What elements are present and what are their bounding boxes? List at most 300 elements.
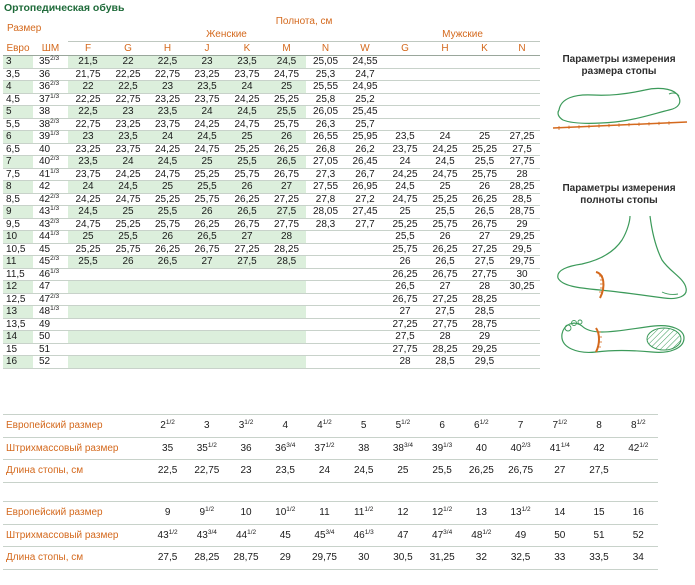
- table-cell: $40^{2/3}$: [501, 437, 540, 460]
- table-cell: 25,5: [148, 206, 187, 219]
- table-cell: 28: [465, 281, 504, 294]
- table-cell: 49: [33, 318, 68, 331]
- table-cell: 28,5: [425, 356, 465, 369]
- table-row: [3, 68, 540, 81]
- table-cell: 25,2: [345, 93, 385, 106]
- size-conversion-table-1: [3, 414, 658, 483]
- table-cell: [465, 56, 504, 69]
- table-cell: [385, 93, 425, 106]
- table-cell: 26: [385, 256, 425, 269]
- table-cell: 26,25: [465, 193, 504, 206]
- row-label: Длина стопы, см: [3, 460, 148, 483]
- table-cell: 26,25: [227, 193, 267, 206]
- table-cell: $38^{2/3}$: [33, 118, 68, 131]
- table-cell: 26,95: [345, 181, 385, 194]
- table-cell: 27,75: [267, 218, 306, 231]
- table-cell: 27: [187, 256, 227, 269]
- table-cell: 25: [383, 460, 422, 483]
- col-women-f-header: F: [68, 42, 108, 56]
- foot-width-icon: [552, 212, 692, 304]
- table-cell: 11: [305, 502, 344, 525]
- table-cell: 23,25: [148, 93, 187, 106]
- table-cell: [345, 306, 385, 319]
- table-cell: 27,75: [465, 268, 504, 281]
- width-header: Полнота, см: [275, 16, 333, 28]
- table-cell: 23,5: [108, 131, 148, 144]
- row-label: Европейский размер: [3, 415, 148, 438]
- table-cell: 24,25: [108, 168, 148, 181]
- table-cell: 7: [3, 156, 33, 169]
- table-cell: 10,5: [3, 243, 33, 256]
- table-cell: 29,25: [504, 231, 540, 244]
- table-cell: 26,5: [425, 256, 465, 269]
- table-cell: 30: [504, 268, 540, 281]
- table-cell: 25,8: [306, 93, 345, 106]
- table-cell: 5,5: [3, 118, 33, 131]
- table-cell: 28,25: [465, 293, 504, 306]
- table-cell: 25,95: [345, 131, 385, 144]
- table-cell: [267, 293, 306, 306]
- table-cell: 23,5: [148, 106, 187, 119]
- table-cell: 28,5: [465, 306, 504, 319]
- table-cell: 24,75: [425, 168, 465, 181]
- table-cell: 6: [3, 131, 33, 144]
- col-women-k-header: K: [227, 42, 267, 56]
- table-cell: $45^{3/4}$: [305, 524, 344, 547]
- table-row: [3, 118, 540, 131]
- table-cell: 22,75: [148, 68, 187, 81]
- table-cell: 23: [108, 106, 148, 119]
- table-cell: 10: [3, 231, 33, 244]
- table-cell: $44^{1/3}$: [33, 231, 68, 244]
- table-cell: 28,05: [306, 206, 345, 219]
- table-cell: 21,75: [68, 68, 108, 81]
- table-cell: [148, 281, 187, 294]
- table-cell: $39^{1/3}$: [33, 131, 68, 144]
- table-cell: [68, 268, 108, 281]
- row-label: Штрихмассовый размер: [3, 524, 148, 547]
- table-cell: 23,5: [68, 156, 108, 169]
- table-cell: 27,5: [227, 256, 267, 269]
- table-cell: $48^{1/3}$: [33, 306, 68, 319]
- table-cell: $43^{1/2}$: [148, 524, 187, 547]
- table-cell: [465, 68, 504, 81]
- table-cell: 27,75: [425, 318, 465, 331]
- table-cell: 25,25: [385, 218, 425, 231]
- table-cell: 25,25: [187, 168, 227, 181]
- table-row: [3, 181, 540, 194]
- table-cell: [306, 231, 345, 244]
- table-row: [3, 343, 540, 356]
- table-cell: 28,5: [504, 193, 540, 206]
- table-cell: [306, 306, 345, 319]
- table-row: [3, 143, 540, 156]
- table-cell: $47^{2/3}$: [33, 293, 68, 306]
- table-cell: $35^{2/3}$: [33, 56, 68, 69]
- table-row: [3, 81, 540, 94]
- table-cell: [187, 268, 227, 281]
- table-cell: [68, 293, 108, 306]
- table-cell: 28,25: [504, 181, 540, 194]
- row-label: Длина стопы, см: [3, 547, 148, 570]
- table-cell: [108, 343, 148, 356]
- table-cell: 24,75: [385, 193, 425, 206]
- table-cell: 27,5: [504, 143, 540, 156]
- table-cell: 25,55: [306, 81, 345, 94]
- table-cell: 27,55: [306, 181, 345, 194]
- table-cell: 24,25: [385, 168, 425, 181]
- table-cell: 26,7: [345, 168, 385, 181]
- table-cell: 27,5: [425, 306, 465, 319]
- width-caption: Параметры измерения полноты стопы: [562, 183, 676, 206]
- table-cell: 23,5: [266, 460, 305, 483]
- table-cell: 25,5: [267, 106, 306, 119]
- table-cell: 45: [266, 524, 305, 547]
- size-width-table: [3, 15, 540, 369]
- table-cell: $36^{2/3}$: [33, 81, 68, 94]
- table-cell: 5: [3, 106, 33, 119]
- table-cell: 33: [540, 547, 579, 570]
- table-cell: 26: [465, 181, 504, 194]
- table-cell: [187, 318, 227, 331]
- table-cell: 25,75: [425, 218, 465, 231]
- table-cell: [227, 331, 267, 344]
- table-cell: 25,5: [108, 231, 148, 244]
- table-cell: [267, 268, 306, 281]
- table-cell: 22,75: [187, 460, 226, 483]
- table-cell: [227, 268, 267, 281]
- table-cell: [504, 356, 540, 369]
- table-cell: 3,5: [3, 68, 33, 81]
- table-cell: 24,25: [425, 143, 465, 156]
- table-cell: [504, 318, 540, 331]
- table-row: [3, 243, 540, 256]
- table-row: [3, 437, 658, 460]
- table-cell: $5^{1/2}$: [383, 415, 422, 438]
- table-cell: 36: [33, 68, 68, 81]
- table-row: [3, 502, 658, 525]
- table-cell: [385, 56, 425, 69]
- table-cell: $43^{1/3}$: [33, 206, 68, 219]
- table-cell: 27,3: [306, 168, 345, 181]
- table-cell: [227, 281, 267, 294]
- table-cell: [345, 268, 385, 281]
- table-cell: 25,5: [68, 256, 108, 269]
- table-cell: 27: [465, 231, 504, 244]
- table-cell: 26: [187, 206, 227, 219]
- table-cell: 45: [33, 243, 68, 256]
- table-cell: 9,5: [3, 218, 33, 231]
- table-cell: 25,5: [465, 156, 504, 169]
- table-cell: [306, 318, 345, 331]
- table-row: [3, 331, 540, 344]
- table-cell: $4^{1/2}$: [305, 415, 344, 438]
- table-cell: [345, 256, 385, 269]
- table-cell: 12,5: [3, 293, 33, 306]
- table-row: [3, 131, 540, 144]
- table-cell: 27,5: [148, 547, 187, 570]
- table-cell: 26: [227, 181, 267, 194]
- men-header: Мужские: [385, 29, 540, 42]
- table-cell: 38: [33, 106, 68, 119]
- table-cell: [385, 68, 425, 81]
- table-cell: 25,25: [68, 243, 108, 256]
- col-men-k-header: K: [465, 42, 504, 56]
- table-cell: 23,5: [187, 81, 227, 94]
- table-cell: [385, 118, 425, 131]
- table-cell: 26,25: [425, 243, 465, 256]
- table-cell: [68, 356, 108, 369]
- table-cell: 25,25: [108, 218, 148, 231]
- table-cell: 26,75: [425, 268, 465, 281]
- row-label: Европейский размер: [3, 502, 148, 525]
- col-shm-header: ШМ: [33, 42, 68, 56]
- table-cell: [504, 106, 540, 119]
- table-cell: 25: [227, 131, 267, 144]
- table-cell: 22,75: [108, 93, 148, 106]
- table-cell: 23,25: [108, 118, 148, 131]
- table-cell: 26,75: [501, 460, 540, 483]
- table-cell: $43^{3/4}$: [187, 524, 226, 547]
- table-cell: 26: [267, 131, 306, 144]
- table-cell: 25: [465, 131, 504, 144]
- table-cell: [425, 93, 465, 106]
- table-cell: 22,5: [68, 106, 108, 119]
- table-cell: [68, 318, 108, 331]
- table-cell: [267, 343, 306, 356]
- table-cell: 26,55: [306, 131, 345, 144]
- table-row: [3, 547, 658, 570]
- table-cell: 26,25: [187, 218, 227, 231]
- table-cell: 26,05: [306, 106, 345, 119]
- table-cell: $43^{2/3}$: [33, 218, 68, 231]
- table-cell: 40: [462, 437, 501, 460]
- table-cell: [306, 331, 345, 344]
- table-cell: 30: [344, 547, 383, 570]
- table-cell: 22,25: [68, 93, 108, 106]
- table-cell: 24,75: [227, 118, 267, 131]
- length-caption: Параметры измерения размера стопы: [562, 54, 676, 77]
- table-cell: 27,25: [267, 193, 306, 206]
- table-cell: 42: [33, 181, 68, 194]
- table-cell: 4: [3, 81, 33, 94]
- table-cell: [227, 318, 267, 331]
- table-cell: [267, 318, 306, 331]
- table-cell: 9: [3, 206, 33, 219]
- table-row: [3, 356, 540, 369]
- table-cell: [306, 343, 345, 356]
- table-cell: 8,5: [3, 193, 33, 206]
- table-row: [3, 206, 540, 219]
- table-cell: $13^{1/2}$: [501, 502, 540, 525]
- table-cell: 47: [33, 281, 68, 294]
- table-cell: $37^{1/2}$: [305, 437, 344, 460]
- table-cell: [504, 118, 540, 131]
- table-cell: 34: [619, 547, 658, 570]
- table-cell: 24,5: [267, 56, 306, 69]
- table-cell: 24: [68, 181, 108, 194]
- table-cell: $10^{1/2}$: [266, 502, 305, 525]
- table-cell: $46^{1/3}$: [344, 524, 383, 547]
- table-cell: 26,75: [227, 218, 267, 231]
- table-row: [3, 256, 540, 269]
- table-cell: 28,75: [465, 318, 504, 331]
- table-cell: 3: [3, 56, 33, 69]
- table-cell: 8: [579, 415, 618, 438]
- table-cell: 22,25: [108, 68, 148, 81]
- table-cell: 23,75: [68, 168, 108, 181]
- table-cell: [345, 293, 385, 306]
- table-cell: [345, 281, 385, 294]
- table-cell: [504, 81, 540, 94]
- table-cell: [306, 256, 345, 269]
- table-cell: 25: [187, 156, 227, 169]
- table-cell: $12^{1/2}$: [423, 502, 462, 525]
- table-cell: 52: [619, 524, 658, 547]
- table-cell: [227, 356, 267, 369]
- table-cell: 30,5: [383, 547, 422, 570]
- table-cell: 25: [108, 206, 148, 219]
- table-cell: 24: [227, 81, 267, 94]
- table-row: [3, 156, 540, 169]
- table-cell: 28,25: [425, 343, 465, 356]
- table-cell: 26,25: [148, 243, 187, 256]
- table-cell: 24,5: [68, 206, 108, 219]
- table-cell: 28: [425, 331, 465, 344]
- col-women-g-header: G: [108, 42, 148, 56]
- table-cell: $48^{1/2}$: [462, 524, 501, 547]
- table-cell: $37^{1/3}$: [33, 93, 68, 106]
- col-women-j-header: J: [187, 42, 227, 56]
- table-cell: $38^{3/4}$: [383, 437, 422, 460]
- table-cell: 29: [504, 218, 540, 231]
- table-cell: 25,75: [108, 243, 148, 256]
- table-cell: [306, 356, 345, 369]
- table-cell: 5: [344, 415, 383, 438]
- table-cell: [465, 81, 504, 94]
- col-euro-header: Евро: [3, 42, 33, 56]
- table-cell: [306, 268, 345, 281]
- table-cell: 28,25: [187, 547, 226, 570]
- table-cell: 24,25: [68, 193, 108, 206]
- table-cell: 23: [187, 56, 227, 69]
- table-cell: 27,45: [345, 206, 385, 219]
- table-cell: [108, 331, 148, 344]
- table-cell: [425, 68, 465, 81]
- table-cell: 27,5: [385, 331, 425, 344]
- table-cell: 28,25: [267, 243, 306, 256]
- table-cell: 27: [540, 460, 579, 483]
- table-cell: $41^{1/4}$: [540, 437, 579, 460]
- table-cell: [267, 306, 306, 319]
- table-cell: 26,2: [345, 143, 385, 156]
- col-men-h-header: H: [425, 42, 465, 56]
- table-cell: $8^{1/2}$: [619, 415, 658, 438]
- table-cell: 32: [462, 547, 501, 570]
- table-cell: 25: [425, 181, 465, 194]
- table-cell: 51: [579, 524, 618, 547]
- table-cell: 27,5: [579, 460, 618, 483]
- table-cell: 3: [187, 415, 226, 438]
- table-row: [3, 168, 540, 181]
- table-row: [3, 306, 540, 319]
- table-cell: 24: [305, 460, 344, 483]
- col-women-w-header: W: [345, 42, 385, 56]
- table-cell: [504, 306, 540, 319]
- table-cell: [425, 56, 465, 69]
- table-cell: 26,5: [465, 206, 504, 219]
- table-cell: [504, 93, 540, 106]
- table-cell: [619, 460, 658, 483]
- table-cell: 14: [540, 502, 579, 525]
- table-cell: 6: [423, 415, 462, 438]
- table-cell: 26,5: [385, 281, 425, 294]
- foot-sole-icon: [556, 312, 688, 362]
- table-cell: $35^{1/2}$: [187, 437, 226, 460]
- table-cell: 24,75: [108, 193, 148, 206]
- table-cell: 24,25: [148, 143, 187, 156]
- table-cell: 24: [108, 156, 148, 169]
- table-cell: 25,5: [187, 181, 227, 194]
- table-cell: [504, 68, 540, 81]
- table-cell: 29,5: [465, 356, 504, 369]
- table-cell: 25,45: [345, 106, 385, 119]
- table-cell: 27,5: [465, 256, 504, 269]
- table-cell: 23,75: [385, 143, 425, 156]
- table-cell: [465, 93, 504, 106]
- table-row: [3, 524, 658, 547]
- table-cell: 22: [68, 81, 108, 94]
- table-cell: 25,25: [465, 143, 504, 156]
- table-row: [3, 56, 540, 69]
- col-women-h-header: H: [148, 42, 187, 56]
- table-cell: [187, 281, 227, 294]
- table-cell: 28,75: [226, 547, 265, 570]
- table-cell: [148, 306, 187, 319]
- table-cell: 27,25: [465, 243, 504, 256]
- table-cell: [267, 356, 306, 369]
- table-cell: 9: [148, 502, 187, 525]
- table-cell: $44^{1/2}$: [226, 524, 265, 547]
- table-cell: 24,5: [425, 156, 465, 169]
- table-cell: $42^{1/2}$: [619, 437, 658, 460]
- table-cell: 27: [267, 181, 306, 194]
- table-cell: 25,7: [345, 118, 385, 131]
- table-cell: 26,75: [267, 168, 306, 181]
- table-cell: 23,75: [227, 68, 267, 81]
- table-cell: [148, 293, 187, 306]
- col-women-n-header: N: [306, 42, 345, 56]
- table-cell: [345, 231, 385, 244]
- table-cell: [267, 281, 306, 294]
- table-cell: [267, 331, 306, 344]
- table-row: [3, 231, 540, 244]
- table-cell: [108, 281, 148, 294]
- table-cell: 24,5: [227, 106, 267, 119]
- table-cell: 13,5: [3, 318, 33, 331]
- table-cell: $11^{1/2}$: [344, 502, 383, 525]
- table-cell: [465, 118, 504, 131]
- table-cell: 27: [227, 231, 267, 244]
- table-cell: 26,5: [148, 256, 187, 269]
- table-cell: 7,5: [3, 168, 33, 181]
- table-cell: $36^{3/4}$: [266, 437, 305, 460]
- table-cell: [148, 268, 187, 281]
- table-cell: 23,5: [385, 131, 425, 144]
- table-cell: 8: [3, 181, 33, 194]
- table-cell: 25,25: [267, 93, 306, 106]
- table-cell: 28: [267, 231, 306, 244]
